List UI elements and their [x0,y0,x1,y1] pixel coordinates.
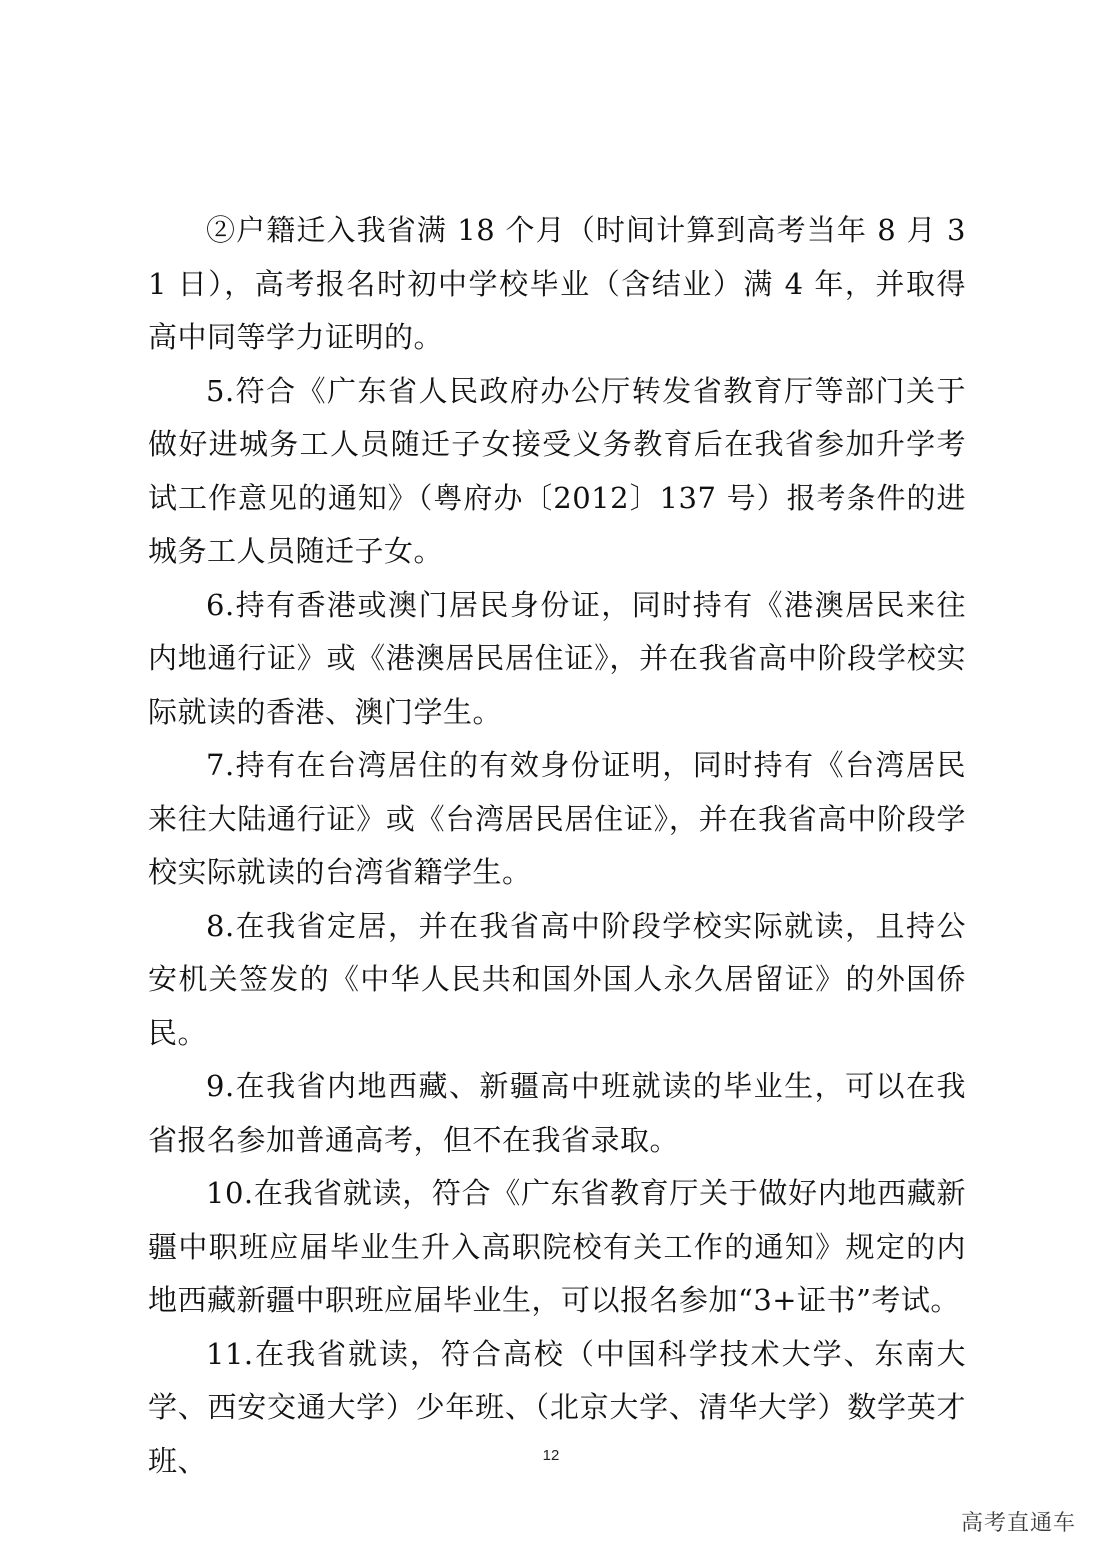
paragraph-item-11: 11.在我省就读，符合高校（中国科学技术大学、东南大学、西安交通大学）少年班、（北京大学、清华大学）数学英才班、 [148,1336,966,1478]
watermark-text: 高考直通车 [960,1511,1076,1536]
paragraph-item-5: 5.符合《广东省人民政府办公厅转发省教育厅等部门关于做好进城务工人员随迁子女接受义务教育后在我省参加升学考试工作意见的通知》（粤府办〔2012〕137 号）报考条件的进城务工人员随迁子女。 [148,373,966,568]
paragraph-household-registration: ②户籍迁入我省满 18 个月（时间计算到高考当年 8 月 31 日），高考报名时初中学校毕业（含结业）满 4 年，并取得高中同等学力证明的。 [148,213,966,354]
paragraph-item-10: 10.在我省就读，符合《广东省教育厅关于做好内地西藏新疆中职班应届毕业生升入高职院校有关工作的通知》规定的内地西藏新疆中职班应届毕业生，可以报名参加“3+证书”考试。 [148,1176,966,1317]
paragraph-item-9: 9.在我省内地西藏、新疆高中班就读的毕业生，可以在我省报名参加普通高考，但不在我省录取。 [148,1069,966,1157]
paragraph-item-7: 7.持有在台湾居住的有效身份证明，同时持有《台湾居民来往大陆通行证》或《台湾居民居住证》，并在我省高中阶段学校实际就读的台湾省籍学生。 [148,748,966,889]
paragraph-item-6: 6.持有香港或澳门居民身份证，同时持有《港澳居民来往内地通行证》或《港澳居民居住证》，并在我省高中阶段学校实际就读的香港、澳门学生。 [148,587,966,729]
page-number: 12 [542,1447,560,1464]
paragraph-item-8: 8.在我省定居，并在我省高中阶段学校实际就读，且持公安机关签发的《中华人民共和国外国人永久居留证》的外国侨民。 [148,908,966,1050]
document-body [148,204,966,1488]
